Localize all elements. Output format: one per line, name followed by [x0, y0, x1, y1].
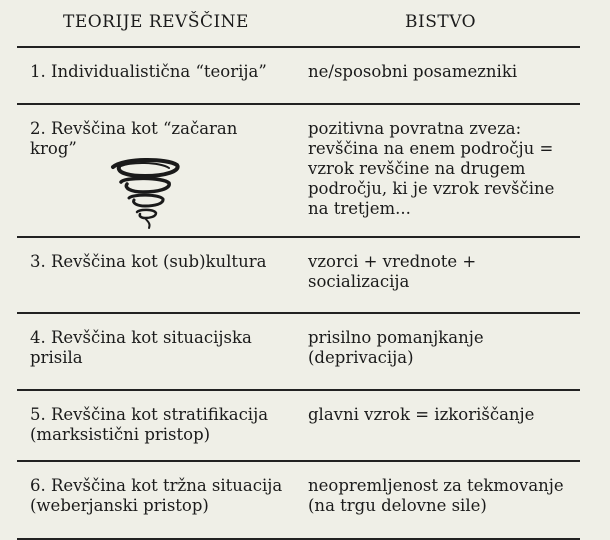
table-row [17, 314, 580, 391]
theory-cell: 2. Revščina kot “začaran krog” [30, 119, 238, 158]
theory-cell: 1. Individualistična “teorija” [30, 62, 267, 81]
essence-cell: neopremljenost za tekmovanje (na trgu delovne sile) [308, 476, 564, 515]
header-theories: TEORIJE REVŠČINE [63, 12, 249, 32]
table-row [17, 238, 580, 314]
theory-cell: 5. Revščina kot stratifikacija (marksistični pristop) [30, 405, 269, 444]
essence-cell: glavni vzrok = izkoriščanje [308, 405, 535, 424]
essence-cell: vzorci + vrednote + socializacija [308, 252, 477, 291]
theory-cell: 6. Revščina kot tržna situacija (weberjanski pristop) [30, 476, 283, 515]
essence-cell: ne/sposobni posamezniki [308, 62, 518, 81]
header-essence: BISTVO [405, 12, 477, 32]
theories-table [17, 0, 580, 540]
essence-cell: pozitivna povratna zveza: revščina na enem področju = vzrok revščine na drugem področju, ki je vzrok revščine na tretjem... [308, 119, 555, 218]
table-header [17, 0, 580, 48]
table-row [17, 391, 580, 462]
table-row [17, 48, 580, 105]
theory-cell: 4. Revščina kot situacijska prisila [30, 328, 252, 367]
theory-cell: 3. Revščina kot (sub)kultura [30, 252, 267, 271]
table-row [17, 462, 580, 540]
essence-cell: prisilno pomanjkanje (deprivacija) [308, 328, 484, 367]
spiral-icon [109, 157, 181, 231]
table-row [17, 105, 580, 238]
